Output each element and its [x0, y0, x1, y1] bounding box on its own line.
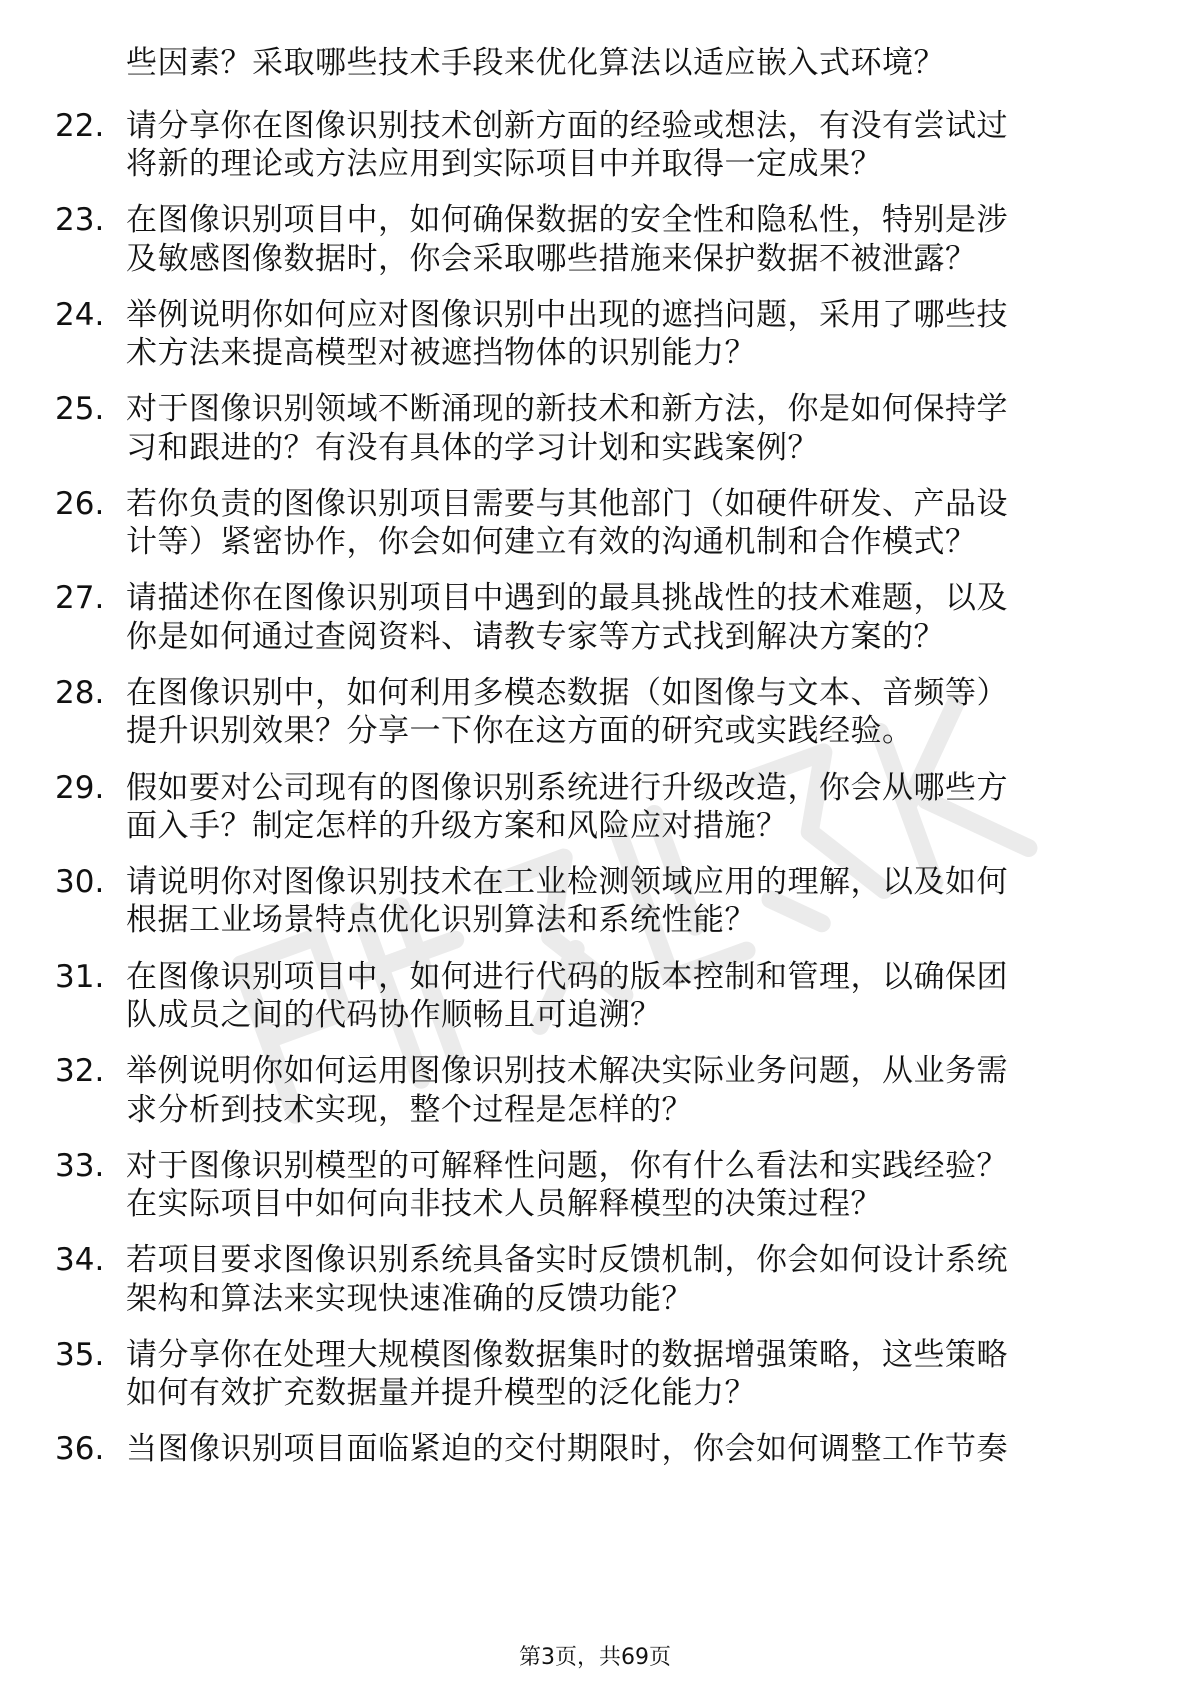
question-text: 如何有效扩充数据量并提升模型的泛化能力？: [126, 1375, 756, 1411]
question-number: 25.: [55, 391, 105, 427]
question-text: 当图像识别项目面临紧迫的交付期限时，你会如何调整工作节奏: [126, 1431, 1008, 1467]
question-text: 在图像识别中，如何利用多模态数据（如图像与文本、音频等）: [126, 675, 1008, 711]
question-number: 27.: [55, 580, 105, 616]
question-text: 若你负责的图像识别项目需要与其他部门（如硬件研发、产品设: [126, 486, 1008, 522]
question-number: 23.: [55, 202, 105, 238]
question-text: 对于图像识别模型的可解释性问题，你有什么看法和实践经验？: [126, 1148, 1008, 1184]
question-text: 请说明你对图像识别技术在工业检测领域应用的理解，以及如何: [126, 864, 1008, 900]
question-text: 若项目要求图像识别系统具备实时反馈机制，你会如何设计系统: [126, 1242, 1008, 1278]
question-number: 26.: [55, 486, 105, 522]
question-text: 对于图像识别领域不断涌现的新技术和新方法，你是如何保持学: [126, 391, 1008, 427]
question-text: 面入手？制定怎样的升级方案和风险应对措施？: [126, 808, 788, 844]
question-text: 将新的理论或方法应用到实际项目中并取得一定成果？: [126, 146, 882, 182]
question-text: 举例说明你如何应对图像识别中出现的遮挡问题，采用了哪些技: [126, 297, 1008, 333]
question-number: 24.: [55, 297, 105, 333]
question-text: 习和跟进的？有没有具体的学习计划和实践案例？: [126, 430, 819, 466]
question-text: 请分享你在处理大规模图像数据集时的数据增强策略，这些策略: [126, 1337, 1008, 1373]
question-text: 计等）紧密协作，你会如何建立有效的沟通机制和合作模式？: [126, 524, 977, 560]
question-text: 请描述你在图像识别项目中遇到的最具挑战性的技术难题，以及: [126, 580, 1008, 616]
question-number: 32.: [55, 1053, 105, 1089]
question-text: 在实际项目中如何向非技术人员解释模型的决策过程？: [126, 1186, 882, 1222]
question-text: 举例说明你如何运用图像识别技术解决实际业务问题，从业务需: [126, 1053, 1008, 1089]
question-number: 28.: [55, 675, 105, 711]
continuation-line: 些因素？采取哪些技术手段来优化算法以适应嵌入式环境？: [126, 45, 945, 81]
question-text: 根据工业场景特点优化识别算法和系统性能？: [126, 902, 756, 938]
question-number: 34.: [55, 1242, 105, 1278]
question-text: 及敏感图像数据时，你会采取哪些措施来保护数据不被泄露？: [126, 241, 977, 277]
question-text: 架构和算法来实现快速准确的反馈功能？: [126, 1281, 693, 1317]
question-text: 队成员之间的代码协作顺畅且可追溯？: [126, 997, 662, 1033]
question-number: 36.: [55, 1431, 105, 1467]
question-text: 术方法来提高模型对被遮挡物体的识别能力？: [126, 335, 756, 371]
page-footer: 第3页，共69页: [519, 1645, 671, 1670]
question-text: 请分享你在图像识别技术创新方面的经验或想法，有没有尝试过: [126, 108, 1008, 144]
question-number: 31.: [55, 959, 105, 995]
question-number: 33.: [55, 1148, 105, 1184]
question-number: 29.: [55, 770, 105, 806]
question-number: 35.: [55, 1337, 105, 1373]
question-number: 30.: [55, 864, 105, 900]
question-text: 你是如何通过查阅资料、请教专家等方式找到解决方案的？: [126, 619, 945, 655]
question-number: 22.: [55, 108, 105, 144]
question-text: 求分析到技术实现，整个过程是怎样的？: [126, 1092, 693, 1128]
question-text: 在图像识别项目中，如何进行代码的版本控制和管理，以确保团: [126, 959, 1008, 995]
question-text: 假如要对公司现有的图像识别系统进行升级改造，你会从哪些方: [126, 770, 1008, 806]
question-text: 在图像识别项目中，如何确保数据的安全性和隐私性，特别是涉: [126, 202, 1008, 238]
question-text: 提升识别效果？分享一下你在这方面的研究或实践经验。: [126, 713, 914, 749]
